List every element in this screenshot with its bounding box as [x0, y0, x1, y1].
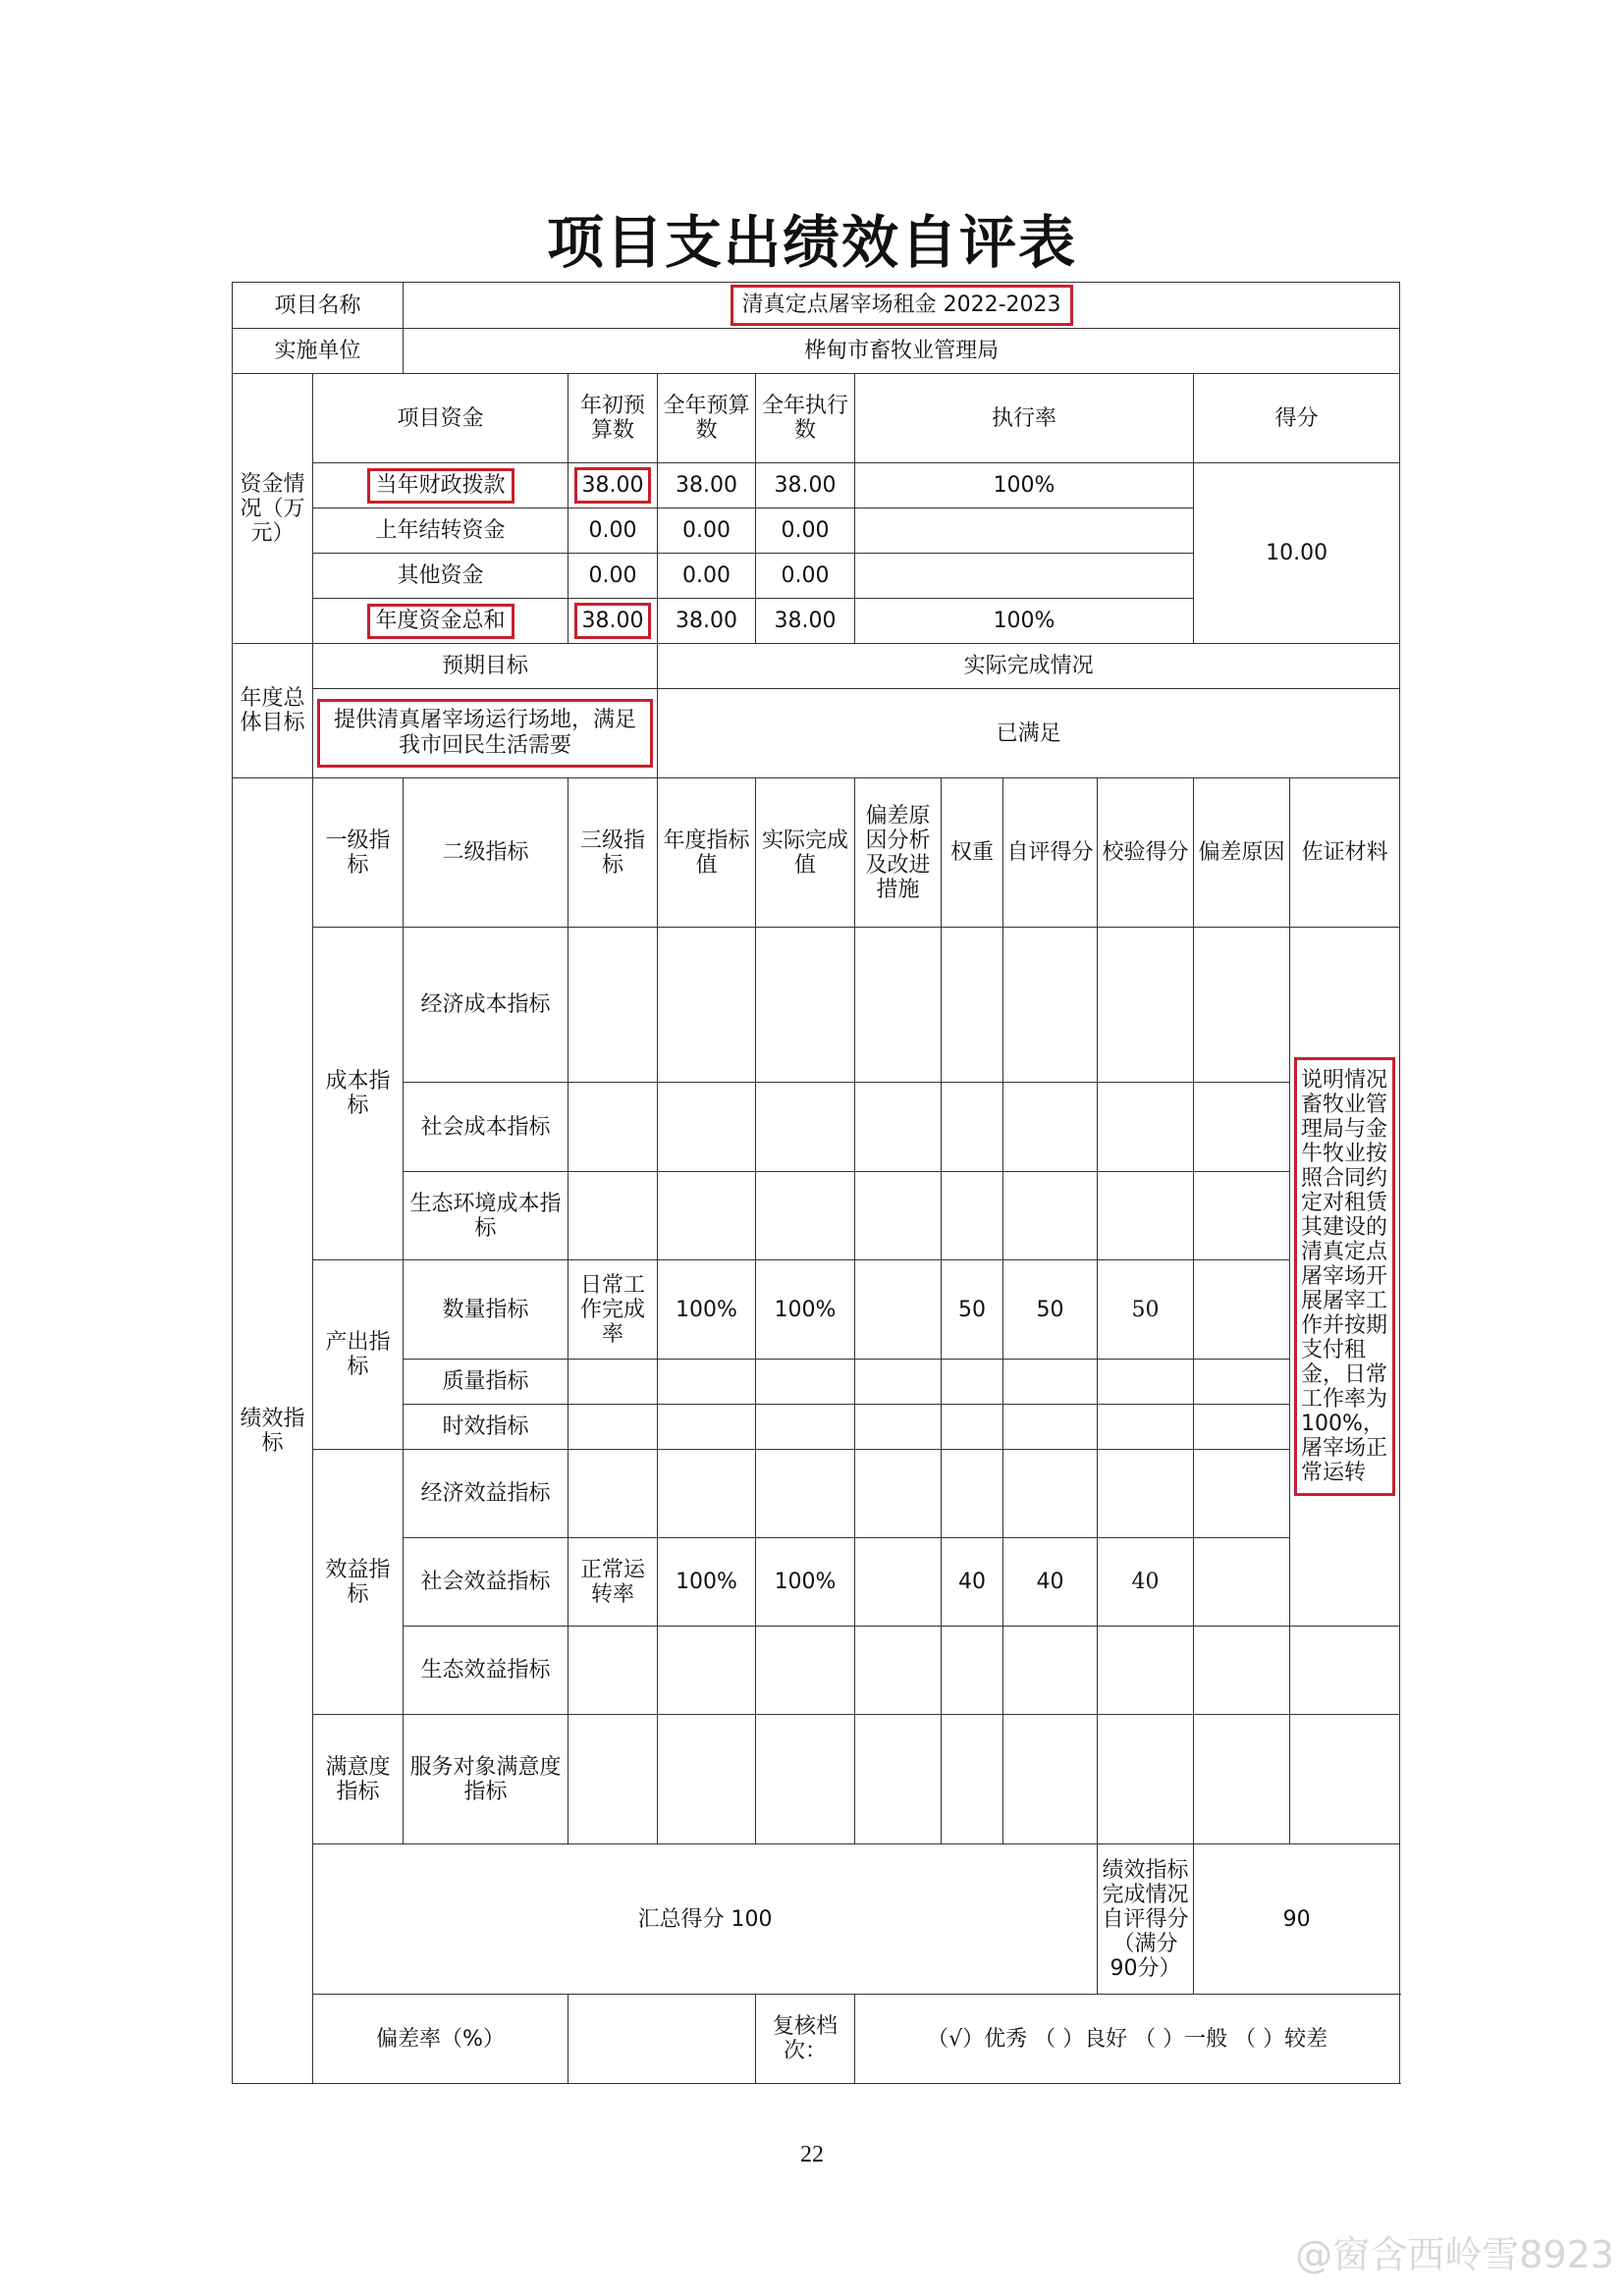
funds-row-name — [313, 599, 568, 644]
goals-actual-label: 实际完成情况 — [658, 644, 1400, 689]
group-label-satisfaction: 满意度指标 — [313, 1715, 404, 1844]
indicator-name: 经济成本指标 — [404, 928, 568, 1083]
indicator-name: 生态环境成本指标 — [404, 1172, 568, 1260]
unit-value: 桦甸市畜牧业管理局 — [404, 329, 1400, 374]
funds-row-name-highlight: 当年财政拨款 — [367, 468, 514, 504]
goals-actual-value: 已满足 — [658, 689, 1400, 778]
funds-header-initial: 年初预算数 — [568, 374, 658, 463]
indicator-check-score: 50 — [1098, 1260, 1194, 1360]
funds-row-executed: 38.00 — [756, 463, 855, 508]
indicator-name: 社会成本指标 — [404, 1083, 568, 1172]
funds-row-initial: 0.00 — [568, 554, 658, 599]
indicator-check-score: 40 — [1098, 1538, 1194, 1627]
evidence-cell — [1290, 928, 1400, 1627]
project-name-label: 项目名称 — [233, 283, 404, 329]
summary-self-label: 绩效指标完成情况自评得分（满分90分） — [1098, 1844, 1194, 1995]
funds-row-rate — [855, 508, 1194, 554]
perf-header-level1: 一级指标 — [313, 778, 404, 928]
funds-row-initial — [568, 463, 658, 508]
funds-row-initial-highlight: 38.00 — [574, 467, 651, 504]
funds-row-full-budget: 0.00 — [658, 554, 756, 599]
funds-row-name: 其他资金 — [313, 554, 568, 599]
funds-row-executed: 0.00 — [756, 508, 855, 554]
goals-expected-label: 预期目标 — [313, 644, 658, 689]
funds-section-label: 资金情况（万元） — [233, 374, 313, 644]
funds-header-rate: 执行率 — [855, 374, 1194, 463]
goals-expected-value: 提供清真屠宰场运行场地，满足我市回民生活需要 — [317, 699, 653, 768]
indicator-weight: 50 — [942, 1260, 1003, 1360]
perf-header-self-score: 自评得分 — [1003, 778, 1098, 928]
funds-header-full-budget: 全年预算数 — [658, 374, 756, 463]
funds-row-executed: 0.00 — [756, 554, 855, 599]
indicator-self-score: 40 — [1003, 1538, 1098, 1627]
group-label-cost: 成本指标 — [313, 928, 404, 1260]
perf-header-check-score: 校验得分 — [1098, 778, 1194, 928]
perf-header-evidence: 佐证材料 — [1290, 778, 1400, 928]
indicator-name: 服务对象满意度指标 — [404, 1715, 568, 1844]
unit-label: 实施单位 — [233, 329, 404, 374]
goals-expected-cell — [313, 689, 658, 778]
indicator-level3: 正常运转率 — [568, 1538, 658, 1627]
indicator-actual: 100% — [756, 1260, 855, 1360]
funds-row-rate: 100% — [855, 599, 1194, 644]
goals-section-label: 年度总体目标 — [233, 644, 313, 778]
perf-header-target: 年度指标值 — [658, 778, 756, 928]
funds-row-initial-highlight: 38.00 — [574, 603, 651, 639]
perf-header-level3: 三级指标 — [568, 778, 658, 928]
evidence-text: 说明情况畜牧业管理局与金牛牧业按照合同约定对租赁其建设的清真定点屠宰场开展屠宰工作并按期支付租金，日常工作率为100%，屠宰场正常运转 — [1294, 1057, 1395, 1496]
perf-header-weight: 权重 — [942, 778, 1003, 928]
summary-self-score: 90 — [1194, 1844, 1400, 1995]
review-grade-options: （√）优秀 （ ）良好 （ ）一般 （ ）较差 — [855, 1995, 1400, 2084]
indicator-name: 数量指标 — [404, 1260, 568, 1360]
funds-row-initial: 0.00 — [568, 508, 658, 554]
indicator-name: 经济效益指标 — [404, 1450, 568, 1538]
funds-row-full-budget: 0.00 — [658, 508, 756, 554]
indicator-level3: 日常工作完成率 — [568, 1260, 658, 1360]
project-name-cell — [404, 283, 1400, 329]
perf-header-level2: 二级指标 — [404, 778, 568, 928]
funds-header-executed: 全年执行数 — [756, 374, 855, 463]
summary-total: 汇总得分 100 — [313, 1844, 1098, 1995]
funds-header-item: 项目资金 — [313, 374, 568, 463]
watermark: @窗含西岭雪8923 — [1295, 2233, 1614, 2276]
deviation-rate-label: 偏差率（%） — [313, 1995, 568, 2084]
evaluation-table — [232, 282, 1400, 2084]
indicator-target: 100% — [658, 1260, 756, 1360]
funds-row-name-highlight: 年度资金总和 — [367, 604, 514, 639]
indicator-target: 100% — [658, 1538, 756, 1627]
deviation-rate-value — [568, 1995, 756, 2084]
funds-row-executed: 38.00 — [756, 599, 855, 644]
perf-header-actual: 实际完成值 — [756, 778, 855, 928]
indicator-name: 生态效益指标 — [404, 1627, 568, 1715]
group-label-benefit: 效益指标 — [313, 1450, 404, 1715]
review-grade-label: 复核档次： — [756, 1995, 855, 2084]
indicator-actual: 100% — [756, 1538, 855, 1627]
indicator-self-score: 50 — [1003, 1260, 1098, 1360]
indicator-name: 时效指标 — [404, 1405, 568, 1450]
perf-header-deviation-reason: 偏差原因 — [1194, 778, 1290, 928]
funds-row-name — [313, 463, 568, 508]
funds-row-initial — [568, 599, 658, 644]
indicator-weight: 40 — [942, 1538, 1003, 1627]
page-number: 22 — [800, 2142, 824, 2167]
funds-score: 10.00 — [1194, 463, 1400, 644]
funds-row-name: 上年结转资金 — [313, 508, 568, 554]
funds-row-full-budget: 38.00 — [658, 599, 756, 644]
page-title: 项目支出绩效自评表 — [546, 209, 1077, 276]
perf-header-deviation-analysis: 偏差原因分析及改进措施 — [855, 778, 942, 928]
funds-header-score: 得分 — [1194, 374, 1400, 463]
performance-section-label: 绩效指标 — [233, 778, 313, 2084]
indicator-name: 质量指标 — [404, 1360, 568, 1405]
indicator-name: 社会效益指标 — [404, 1538, 568, 1627]
funds-row-full-budget: 38.00 — [658, 463, 756, 508]
funds-row-rate: 100% — [855, 463, 1194, 508]
group-label-output: 产出指标 — [313, 1260, 404, 1450]
funds-row-rate — [855, 554, 1194, 599]
project-name-value: 清真定点屠宰场租金 2022-2023 — [731, 285, 1073, 326]
